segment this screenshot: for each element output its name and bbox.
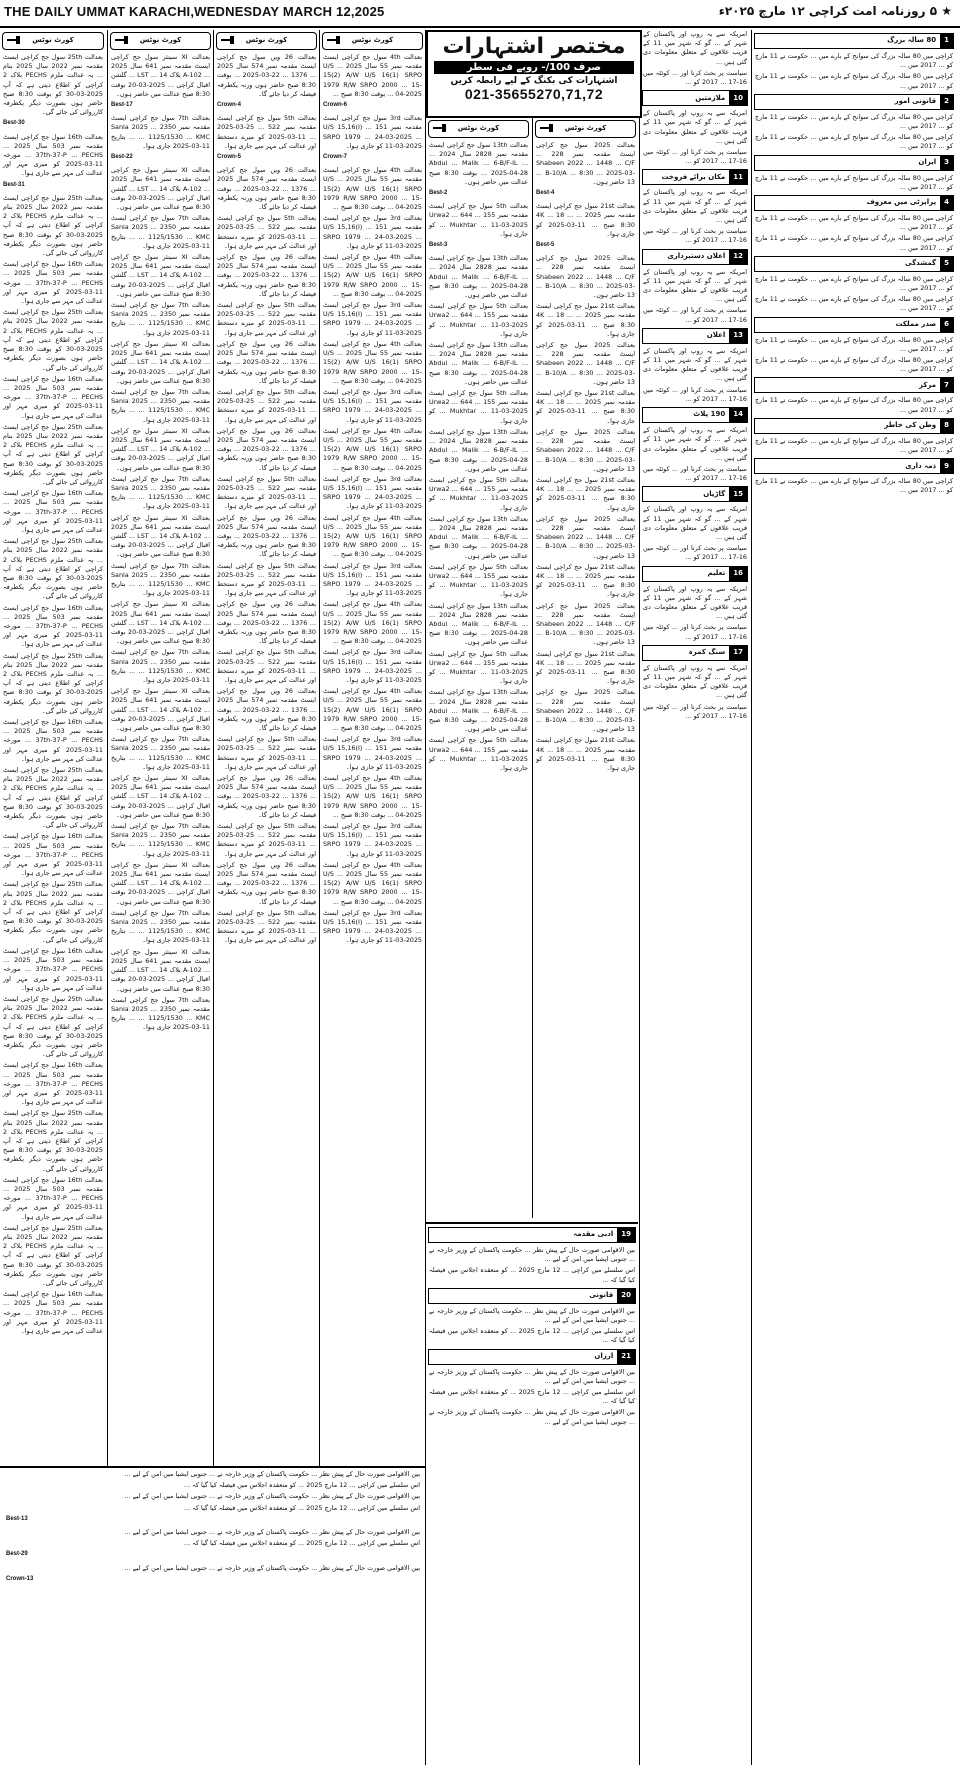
notice-text: بعدالت 5th سول جج کراچی ایسٹ مقدمہ نمبر 522 ... 25-03-2025 ... 11-03-2025 کو میرے دستخط اور عدالت کی مہر سے جاری ہوا۔ bbox=[217, 822, 316, 858]
court-notice-header: کورٹ نوٹس bbox=[110, 32, 211, 50]
notice-text: بعدالت 13th سول جج کراچی ایسٹ مقدمہ نمبر 2828 سال 2024 ... Abdul ... Malik ... 6-B/F-IL ... 2025-04-28 ... بوقت 8:30 صبح عدالت میں حاضر ہوں۔ bbox=[429, 141, 528, 186]
article-text: اس سلسلے میں کراچی ... 12 مارچ 2025 ... کو منعقدہ اجلاس میں فیصلہ کیا گیا کہ ... bbox=[429, 1266, 635, 1284]
notice-text: بعدالت 5th سول جج کراچی ایسٹ مقدمہ نمبر 522 ... 25-03-2025 ... 11-03-2025 کو میرے دستخط اور عدالت کی مہر سے جاری ہوا۔ bbox=[217, 735, 316, 771]
notice-text: بعدالت XI سینئر سول جج کراچی ایسٹ مقدمہ نمبر 641 سال 2025 ... A-102 بلاک 14 ... LST ... گلشن اقبال کراچی ... 2025-03-20 بوقت 8:30 صبح عدالت میں حاضر ہوں۔ bbox=[111, 53, 210, 98]
notice-text: بعدالت 7th سول جج کراچی ایسٹ مقدمہ نمبر 2350 ... Sania 2025 ... 1125/1530 ... KMC ... بتاریخ 11-03-2025 جاری ہوا۔ bbox=[111, 908, 210, 945]
article-text: کراچی میں 80 سالہ بزرگ کی سوانح کے بارے میں ... حکومت نے 11 مارچ کو ... 2017 میں ... bbox=[755, 72, 953, 90]
notice-text: بعدالت 2025 سول جج کراچی ایسٹ مقدمہ نمبر 228 ... Shabeen 2022 ... 1448 ... C/F ... B-10/A ... 8:30 ... 2025-03-13 حاضر ہوں۔ bbox=[536, 427, 635, 473]
section-tag: 9 ذمہ داری bbox=[754, 458, 954, 474]
gavel-icon bbox=[115, 36, 129, 44]
article-text: اس سلسلے میں کراچی ... 12 مارچ 2025 ... کو منعقدہ اجلاس میں فیصلہ کیا گیا کہ ... bbox=[429, 1327, 635, 1345]
masthead bbox=[0, 0, 960, 28]
notice-text: بعدالت 26 ویں سول جج کراچی ایسٹ مقدمہ نمبر 574 سال 2025 ... 1376 ... 22-03-2025 ... بوقت 8:30 صبح حاضر ہوں ورنہ یکطرفہ فیصلہ کر دیا جائے گا۔ bbox=[217, 774, 316, 819]
notice-text: بعدالت 16th سول جج کراچی ایسٹ مقدمہ نمبر 503 سال 2025 ... 37th-37-P ... PECHS ... مورخہ 11-03-2025 کو میری مہر اور عدالت کی مہر سے جاری ہوا۔ bbox=[3, 1290, 104, 1336]
notice-text: بعدالت 25th سول جج کراچی ایسٹ مقدمہ نمبر 2022 سال 2025 بنام ... یہ عدالت ملزم PECHS بلاک 2 کراچی کو اطلاع دیتی ہے کہ آپ 2025-03-30 کو بوقت 8:30 صبح حاضر ہوں بصورت دیگر یکطرفہ کارروائی کی جائے گی۔ bbox=[3, 766, 104, 830]
article-text: کراچی میں 80 سالہ بزرگ کی سوانح کے بارے میں ... حکومت نے 11 مارچ کو ... 2017 میں ... bbox=[755, 133, 953, 151]
notice-text: بعدالت XI سینئر سول جج کراچی ایسٹ مقدمہ نمبر 641 سال 2025 ... A-102 بلاک 14 ... LST ... گلشن اقبال کراچی ... 2025-03-20 بوقت 8:30 صبح عدالت میں حاضر ہوں۔ bbox=[111, 513, 210, 559]
notice-text: بعدالت 5th سول جج کراچی ایسٹ مقدمہ نمبر 522 ... 25-03-2025 ... 11-03-2025 کو میرے دستخط اور عدالت کی مہر سے جاری ہوا۔ bbox=[217, 214, 316, 250]
notice-text: بعدالت XI سینئر سول جج کراچی ایسٹ مقدمہ نمبر 641 سال 2025 ... A-102 بلاک 14 ... LST ... گلشن اقبال کراچی ... 2025-03-20 بوقت 8:30 صبح عدالت میں حاضر ہوں۔ bbox=[111, 774, 210, 819]
notice-text: بعدالت 5th سول جج کراچی ایسٹ مقدمہ نمبر 155 ... 644 ... Urwa2 ... Mukhtar ... 11-03-2025 کو جاری ہوا۔ bbox=[429, 389, 528, 425]
article-text: کراچی میں 80 سالہ بزرگ کی سوانح کے بارے میں ... حکومت نے 11 مارچ کو ... 2017 میں ... bbox=[755, 396, 953, 414]
notice-text: بعدالت 21st سول جج کراچی ایسٹ مقدمہ نمبر 2025 ... 4K ... 18 ... 8:30 صبح ... 11-03-2025 کو جاری ہوا۔ bbox=[536, 389, 635, 425]
section-tag: 4 پراپرٹی میں معروف bbox=[754, 195, 954, 211]
article-text: اس سلسلے میں کراچی ... 12 مارچ 2025 ... کو منعقدہ اجلاس میں فیصلہ کیا گیا کہ ... bbox=[429, 1388, 635, 1406]
article-text: امریکہ سے یہ روپ اور پاکستان کے شہر کے ... گو کہ شہر میں 11 کے قریب علاقوں کے متعلق معلومات دی گئی ہیں ... bbox=[643, 426, 747, 462]
article-text: سیاست پر بحث کرنا اور ... کوئٹہ میں 16-17 ... 2017 کو ... bbox=[643, 464, 747, 483]
notice-text: بعدالت 16th سول جج کراچی ایسٹ مقدمہ نمبر 503 سال 2025 ... 37th-37-P ... PECHS ... مورخہ 11-03-2025 کو میری مہر اور عدالت کی مہر سے جاری ہوا۔ bbox=[3, 718, 104, 763]
notice-signature: Best-31 bbox=[3, 181, 25, 188]
article-text: سیاست پر بحث کرنا اور ... کوئٹہ میں 16-17 ... 2017 کو ... bbox=[643, 68, 747, 87]
notice-text: بعدالت XI سینئر سول جج کراچی ایسٹ مقدمہ نمبر 641 سال 2025 ... A-102 بلاک 14 ... LST ... گلشن اقبال کراچی ... 2025-03-20 بوقت 8:30 صبح عدالت میں حاضر ہوں۔ bbox=[111, 253, 210, 298]
notice-text: بعدالت 25th سول جج کراچی ایسٹ مقدمہ نمبر 2022 سال 2025 بنام ... یہ عدالت ملزم PECHS بلاک 2 کراچی کو اطلاع دیتی ہے کہ آپ 2025-03-30 کو بوقت 8:30 صبح حاضر ہوں بصورت دیگر یکطرفہ کارروائی کی جائے گی۔ bbox=[3, 994, 104, 1059]
notice-text: بعدالت 5th سول جج کراچی ایسٹ مقدمہ نمبر 155 ... 644 ... Urwa2 ... Mukhtar ... 11-03-2025 کو جاری ہوا۔ bbox=[429, 562, 528, 599]
article-text: امریکہ سے یہ روپ اور پاکستان کے شہر کے ... گو کہ شہر میں 11 کے قریب علاقوں کے متعلق معلومات دی گئی ہیں ... bbox=[643, 584, 747, 621]
article-text: امریکہ سے یہ روپ اور پاکستان کے شہر کے ... گو کہ شہر میں 11 کے قریب علاقوں کے متعلق معلومات دی گئی ہیں ... bbox=[643, 267, 747, 304]
notice-text: بعدالت 21st سول جج کراچی ایسٹ مقدمہ نمبر 2025 ... 4K ... 18 ... 8:30 صبح ... 11-03-2025 کو جاری ہوا۔ bbox=[536, 302, 635, 338]
article-text: کراچی میں 80 سالہ بزرگ کی سوانح کے بارے میں ... حکومت نے 11 مارچ کو ... 2017 میں ... bbox=[755, 234, 953, 252]
section-tag: 12 اعلان دستبرداری bbox=[642, 249, 748, 265]
section-tag: 13 اعلان bbox=[642, 328, 748, 344]
notice-signature: Best-30 bbox=[3, 120, 25, 127]
notice-text: بعدالت 7th سول جج کراچی ایسٹ مقدمہ نمبر 2350 ... Sania 2025 ... 1125/1530 ... KMC ... بتاریخ 11-03-2025 جاری ہوا۔ bbox=[111, 387, 210, 424]
notice-signature: Best-3 bbox=[429, 242, 448, 249]
notice-text: بعدالت 25th سول جج کراچی ایسٹ مقدمہ نمبر 2022 سال 2025 بنام ... یہ عدالت ملزم PECHS بلاک 2 کراچی کو اطلاع دیتی ہے کہ آپ 2025-03-30 کو بوقت 8:30 صبح حاضر ہوں بصورت دیگر یکطرفہ کارروائی کی جائے گی۔ bbox=[3, 308, 104, 372]
notice-column-4 bbox=[320, 30, 425, 1466]
notice-column-5 bbox=[426, 118, 531, 1218]
notice-text: بعدالت 26 ویں سول جج کراچی ایسٹ مقدمہ نمبر 574 سال 2025 ... 1376 ... 22-03-2025 ... بوقت 8:30 صبح حاضر ہوں ورنہ یکطرفہ فیصلہ کر دیا جائے گا۔ bbox=[217, 166, 316, 212]
notice-text: بعدالت 5th سول جج کراچی ایسٹ مقدمہ نمبر 155 ... 644 ... Urwa2 ... Mukhtar ... 11-03-2025 کو جاری ہوا۔ bbox=[429, 736, 528, 772]
notice-text: بعدالت XI سینئر سول جج کراچی ایسٹ مقدمہ نمبر 641 سال 2025 ... A-102 بلاک 14 ... LST ... گلشن اقبال کراچی ... 2025-03-20 بوقت 8:30 صبح عدالت میں حاضر ہوں۔ bbox=[111, 339, 210, 385]
notice-text: بعدالت 21st سول جج کراچی ایسٹ مقدمہ نمبر 2025 ... 4K ... 18 ... 8:30 صبح ... 11-03-2025 کو جاری ہوا۔ bbox=[536, 649, 635, 686]
article-text: کراچی میں 80 سالہ بزرگ کی سوانح کے بارے میں ... حکومت نے 11 مارچ کو ... 2017 میں ... bbox=[755, 52, 953, 70]
ad-box-rate: صرف 100/- روپے فی سطر bbox=[434, 61, 634, 74]
notice-text: بعدالت 2025 سول جج کراچی ایسٹ مقدمہ نمبر 228 ... Shabeen 2022 ... 1448 ... C/F ... B-10/A ... 8:30 ... 2025-03-13 حاضر ہوں۔ bbox=[536, 514, 635, 560]
article-text: امریکہ سے یہ روپ اور پاکستان کے شہر کے ... گو کہ شہر میں 11 کے قریب علاقوں کے متعلق معلومات دی گئی ہیں ... bbox=[643, 346, 747, 383]
notice-text: بعدالت 7th سول جج کراچی ایسٹ مقدمہ نمبر 2350 ... Sania 2025 ... 1125/1530 ... KMC ... بتاریخ 11-03-2025 جاری ہوا۔ bbox=[111, 214, 210, 250]
notice-signature: Best-4 bbox=[536, 190, 555, 197]
notice-text: بعدالت 2025 سول جج کراچی ایسٹ مقدمہ نمبر 228 ... Shabeen 2022 ... 1448 ... C/F ... B-10/A ... 8:30 ... 2025-03-13 حاضر ہوں۔ bbox=[536, 341, 635, 386]
notice-text: بعدالت 2025 سول جج کراچی ایسٹ مقدمہ نمبر 228 ... Shabeen 2022 ... 1448 ... C/F ... B-10/A ... 8:30 ... 2025-03-13 حاضر ہوں۔ bbox=[536, 601, 635, 647]
notice-text: بعدالت 5th سول جج کراچی ایسٹ مقدمہ نمبر 522 ... 25-03-2025 ... 11-03-2025 کو میرے دستخط اور عدالت کی مہر سے جاری ہوا۔ bbox=[217, 114, 316, 150]
notice-text: بعدالت 13th سول جج کراچی ایسٹ مقدمہ نمبر 2828 سال 2024 ... Abdul ... Malik ... 6-B/F-IL ... 2025-04-28 ... بوقت 8:30 صبح عدالت میں حاضر ہوں۔ bbox=[429, 514, 528, 560]
notice-text: بعدالت XI سینئر سول جج کراچی ایسٹ مقدمہ نمبر 641 سال 2025 ... A-102 بلاک 14 ... LST ... گلشن اقبال کراچی ... 2025-03-20 بوقت 8:30 صبح عدالت میں حاضر ہوں۔ bbox=[111, 860, 210, 906]
notice-text: بعدالت 2025 سول جج کراچی ایسٹ مقدمہ نمبر 228 ... Shabeen 2022 ... 1448 ... C/F ... B-10/A ... 8:30 ... 2025-03-13 حاضر ہوں۔ bbox=[536, 254, 635, 300]
section-tag: 17 سنگ کمرہ bbox=[642, 645, 748, 661]
notice-text: بعدالت 13th سول جج کراچی ایسٹ مقدمہ نمبر 2828 سال 2024 ... Abdul ... Malik ... 6-B/F-IL ... 2025-04-28 ... بوقت 8:30 صبح عدالت میں حاضر ہوں۔ bbox=[429, 254, 528, 300]
article-text: کراچی میں 80 سالہ بزرگ کی سوانح کے بارے میں ... حکومت نے 11 مارچ کو ... 2017 میں ... bbox=[755, 173, 953, 191]
notice-text: بعدالت 16th سول جج کراچی ایسٹ مقدمہ نمبر 503 سال 2025 ... 37th-37-P ... PECHS ... مورخہ 11-03-2025 کو میری مہر اور عدالت کی مہر سے جاری ہوا۔ bbox=[3, 374, 104, 420]
notice-text: بعدالت 16th سول جج کراچی ایسٹ مقدمہ نمبر 503 سال 2025 ... 37th-37-P ... PECHS ... مورخہ 11-03-2025 کو میری مہر اور عدالت کی مہر سے جاری ہوا۔ bbox=[3, 132, 104, 178]
notice-text: بعدالت 5th سول جج کراچی ایسٹ مقدمہ نمبر 155 ... 644 ... Urwa2 ... Mukhtar ... 11-03-2025 کو جاری ہوا۔ bbox=[429, 302, 528, 338]
notice-text: بعدالت 7th سول جج کراچی ایسٹ مقدمہ نمبر 2350 ... Sania 2025 ... 1125/1530 ... KMC ... بتاریخ 11-03-2025 جاری ہوا۔ bbox=[111, 114, 210, 150]
section-tag: 8 وطن کی خاطر bbox=[754, 418, 954, 434]
notice-text: بعدالت 4th سول جج کراچی ایسٹ مقدمہ نمبر 55 سال 2025 ... U/S 15(2) A/W U/S 16(1) SRPO 1979 R/W SRPO 2000 ... 15-04-2025 ... بوقت 8:30 صبح ... bbox=[323, 687, 422, 733]
article-text: کراچی میں 80 سالہ بزرگ کی سوانح کے بارے میں ... حکومت نے 11 مارچ کو ... 2017 میں ... bbox=[755, 436, 953, 455]
notice-text: بعدالت XI سینئر سول جج کراچی ایسٹ مقدمہ نمبر 641 سال 2025 ... A-102 بلاک 14 ... LST ... گلشن اقبال کراچی ... 2025-03-20 بوقت 8:30 صبح عدالت میں حاضر ہوں۔ bbox=[111, 687, 210, 733]
article-text: سیاست پر بحث کرنا اور ... کوئٹہ میں 16-17 ... 2017 کو ... bbox=[643, 306, 747, 324]
notice-text: بعدالت 5th سول جج کراچی ایسٹ مقدمہ نمبر 522 ... 25-03-2025 ... 11-03-2025 کو میرے دستخط اور عدالت کی مہر سے جاری ہوا۔ bbox=[217, 561, 316, 598]
article-text: بین الاقوامی صورت حال کے پیش نظر ... حکومت پاکستان کے وزیر خارجہ نے ... جنوبی ایشیا میں امن کے لیے ... bbox=[429, 1367, 635, 1385]
article-text: بین الاقوامی صورت حال کے پیش نظر ... حکومت پاکستان کے وزیر خارجہ نے ... جنوبی ایشیا میں امن کے لیے ... bbox=[124, 1470, 420, 1478]
article-text: امریکہ سے یہ روپ اور پاکستان کے شہر کے ... گو کہ شہر میں 11 کے قریب علاقوں کے متعلق معلومات دی گئی ہیں ... bbox=[643, 663, 747, 700]
notice-signature: Crown-5 bbox=[217, 154, 241, 161]
notice-text: بعدالت 3rd سول جج کراچی ایسٹ مقدمہ نمبر 151 ... U/S 15,16(I) SRPO 1979 ... 24-03-2025 ... 11-03-2025 کو جاری ہوا۔ bbox=[323, 561, 422, 598]
section-tag: 16 تعلیم bbox=[642, 566, 748, 582]
notice-text: بعدالت 5th سول جج کراچی ایسٹ مقدمہ نمبر 522 ... 25-03-2025 ... 11-03-2025 کو میرے دستخط اور عدالت کی مہر سے جاری ہوا۔ bbox=[217, 301, 316, 337]
classified-ad-box bbox=[426, 30, 642, 118]
notice-text: بعدالت 7th سول جج کراچی ایسٹ مقدمہ نمبر 2350 ... Sania 2025 ... 1125/1530 ... KMC ... بتاریخ 11-03-2025 جاری ہوا۔ bbox=[111, 995, 210, 1032]
notice-text: بعدالت 25th سول جج کراچی ایسٹ مقدمہ نمبر 2022 سال 2025 بنام ... یہ عدالت ملزم PECHS بلاک 2 کراچی کو اطلاع دیتی ہے کہ آپ 2025-03-30 کو بوقت 8:30 صبح حاضر ہوں بصورت دیگر یکطرفہ کارروائی کی جائے گی۔ bbox=[3, 537, 104, 601]
gavel-icon bbox=[540, 124, 554, 132]
gavel-icon bbox=[7, 36, 21, 44]
notice-text: بعدالت 5th سول جج کراچی ایسٹ مقدمہ نمبر 522 ... 25-03-2025 ... 11-03-2025 کو میرے دستخط اور عدالت کی مہر سے جاری ہوا۔ bbox=[217, 648, 316, 684]
section-tag: 20 قانونی bbox=[428, 1288, 636, 1304]
section-tag: 1 80 سالہ بزرگ bbox=[754, 33, 954, 49]
news-column-7 bbox=[640, 30, 750, 1765]
notice-signature: Best-13 bbox=[6, 1515, 28, 1522]
article-text: امریکہ سے یہ روپ اور پاکستان کے شہر کے ... گو کہ شہر میں 11 کے قریب علاقوں کے متعلق معلومات دی گئی ہیں ... bbox=[643, 30, 747, 66]
article-text: امریکہ سے یہ روپ اور پاکستان کے شہر کے ... گو کہ شہر میں 11 کے قریب علاقوں کے متعلق معلومات دی گئی ہیں ... bbox=[643, 188, 747, 225]
notice-text: بعدالت 25th سول جج کراچی ایسٹ مقدمہ نمبر 2022 سال 2025 بنام ... یہ عدالت ملزم PECHS بلاک 2 کراچی کو اطلاع دیتی ہے کہ آپ 2025-03-30 کو بوقت 8:30 صبح حاضر ہوں بصورت دیگر یکطرفہ کارروائی کی جائے گی۔ bbox=[3, 422, 104, 486]
section-tag: 7 مرکز bbox=[754, 377, 954, 393]
notice-text: بعدالت 7th سول جج کراچی ایسٹ مقدمہ نمبر 2350 ... Sania 2025 ... 1125/1530 ... KMC ... بتاریخ 11-03-2025 جاری ہوا۔ bbox=[111, 561, 210, 598]
notice-text: بعدالت 3rd سول جج کراچی ایسٹ مقدمہ نمبر 151 ... U/S 15,16(I) SRPO 1979 ... 24-03-2025 ... 11-03-2025 کو جاری ہوا۔ bbox=[323, 735, 422, 771]
notice-text: بعدالت 5th سول جج کراچی ایسٹ مقدمہ نمبر 522 ... 25-03-2025 ... 11-03-2025 کو میرے دستخط اور عدالت کی مہر سے جاری ہوا۔ bbox=[217, 387, 316, 424]
notice-text: بعدالت 26 ویں سول جج کراچی ایسٹ مقدمہ نمبر 574 سال 2025 ... 1376 ... 22-03-2025 ... بوقت 8:30 صبح حاضر ہوں ورنہ یکطرفہ فیصلہ کر دیا جائے گا۔ bbox=[217, 53, 316, 98]
notice-signature: Best-2 bbox=[429, 190, 448, 197]
notice-text: بعدالت 3rd سول جج کراچی ایسٹ مقدمہ نمبر 151 ... U/S 15,16(I) SRPO 1979 ... 24-03-2025 ... 11-03-2025 کو جاری ہوا۔ bbox=[323, 908, 422, 945]
notice-text: بعدالت 3rd سول جج کراچی ایسٹ مقدمہ نمبر 151 ... U/S 15,16(I) SRPO 1979 ... 24-03-2025 ... 11-03-2025 کو جاری ہوا۔ bbox=[323, 648, 422, 684]
court-notice-header: کورٹ نوٹس bbox=[322, 32, 423, 50]
notice-text: بعدالت 13th سول جج کراچی ایسٹ مقدمہ نمبر 2828 سال 2024 ... Abdul ... Malik ... 6-B/F-IL ... 2025-04-28 ... بوقت 8:30 صبح عدالت میں حاضر ہوں۔ bbox=[429, 427, 528, 473]
article-text: سیاست پر بحث کرنا اور ... کوئٹہ میں 16-17 ... 2017 کو ... bbox=[643, 544, 747, 562]
notice-text: بعدالت 7th سول جج کراچی ایسٹ مقدمہ نمبر 2350 ... Sania 2025 ... 1125/1530 ... KMC ... بتاریخ 11-03-2025 جاری ہوا۔ bbox=[111, 301, 210, 337]
notice-text: بعدالت XI سینئر سول جج کراچی ایسٹ مقدمہ نمبر 641 سال 2025 ... A-102 بلاک 14 ... LST ... گلشن اقبال کراچی ... 2025-03-20 بوقت 8:30 صبح عدالت میں حاضر ہوں۔ bbox=[111, 600, 210, 646]
notice-text: بعدالت 3rd سول جج کراچی ایسٹ مقدمہ نمبر 151 ... U/S 15,16(I) SRPO 1979 ... 24-03-2025 ... 11-03-2025 کو جاری ہوا۔ bbox=[323, 301, 422, 337]
article-text: سیاست پر بحث کرنا اور ... کوئٹہ میں 16-17 ... 2017 کو ... bbox=[643, 623, 747, 641]
article-text: امریکہ سے یہ روپ اور پاکستان کے شہر کے ... گو کہ شہر میں 11 کے قریب علاقوں کے متعلق معلومات دی گئی ہیں ... bbox=[643, 109, 747, 145]
notice-text: بعدالت 16th سول جج کراچی ایسٹ مقدمہ نمبر 503 سال 2025 ... 37th-37-P ... PECHS ... مورخہ 11-03-2025 کو میری مہر اور عدالت کی مہر سے جاری ہوا۔ bbox=[3, 260, 104, 306]
notice-text: بعدالت 5th سول جج کراچی ایسٹ مقدمہ نمبر 155 ... 644 ... Urwa2 ... Mukhtar ... 11-03-2025 کو جاری ہوا۔ bbox=[429, 202, 528, 238]
notice-text: بعدالت 26 ویں سول جج کراچی ایسٹ مقدمہ نمبر 574 سال 2025 ... 1376 ... 22-03-2025 ... بوقت 8:30 صبح حاضر ہوں ورنہ یکطرفہ فیصلہ کر دیا جائے گا۔ bbox=[217, 253, 316, 298]
notice-text: بعدالت 16th سول جج کراچی ایسٹ مقدمہ نمبر 503 سال 2025 ... 37th-37-P ... PECHS ... مورخہ 11-03-2025 کو میری مہر اور عدالت کی مہر سے جاری ہوا۔ bbox=[3, 489, 104, 534]
ad-box-phone: 021-35655270,71,72 bbox=[464, 86, 604, 102]
article-text: کراچی میں 80 سالہ بزرگ کی سوانح کے بارے میں ... حکومت نے 11 مارچ کو ... 2017 میں ... bbox=[755, 274, 953, 293]
notice-text: بعدالت 16th سول جج کراچی ایسٹ مقدمہ نمبر 503 سال 2025 ... 37th-37-P ... PECHS ... مورخہ 11-03-2025 کو میری مہر اور عدالت کی مہر سے جاری ہوا۔ bbox=[3, 946, 104, 992]
gavel-icon bbox=[221, 36, 235, 44]
gavel-icon bbox=[433, 124, 447, 132]
notice-signature: Best-17 bbox=[111, 102, 133, 109]
notice-signature: Crown-4 bbox=[217, 102, 241, 109]
notice-text: بعدالت 26 ویں سول جج کراچی ایسٹ مقدمہ نمبر 574 سال 2025 ... 1376 ... 22-03-2025 ... بوقت 8:30 صبح حاضر ہوں ورنہ یکطرفہ فیصلہ کر دیا جائے گا۔ bbox=[217, 860, 316, 906]
section-tag: 3 ایران bbox=[754, 155, 954, 171]
notice-text: بعدالت 21st سول جج کراچی ایسٹ مقدمہ نمبر 2025 ... 4K ... 18 ... 8:30 صبح ... 11-03-2025 کو جاری ہوا۔ bbox=[536, 475, 635, 512]
notice-text: بعدالت 4th سول جج کراچی ایسٹ مقدمہ نمبر 55 سال 2025 ... U/S 15(2) A/W U/S 16(1) SRPO 1979 R/W SRPO 2000 ... 15-04-2025 ... بوقت 8:30 صبح ... bbox=[323, 253, 422, 298]
article-text: کراچی میں 80 سالہ بزرگ کی سوانح کے بارے میں ... حکومت نے 11 مارچ کو ... 2017 میں ... bbox=[755, 335, 953, 353]
court-notice-header: کورٹ نوٹس bbox=[216, 32, 317, 50]
article-text: سیاست پر بحث کرنا اور ... کوئٹہ میں 16-17 ... 2017 کو ... bbox=[643, 148, 747, 166]
notice-text: بعدالت XI سینئر سول جج کراچی ایسٹ مقدمہ نمبر 641 سال 2025 ... A-102 بلاک 14 ... LST ... گلشن اقبال کراچی ... 2025-03-20 بوقت 8:30 صبح عدالت میں حاضر ہوں۔ bbox=[111, 947, 210, 993]
notice-signature: Crown-7 bbox=[323, 154, 347, 161]
notice-text: بعدالت 21st سول جج کراچی ایسٹ مقدمہ نمبر 2025 ... 4K ... 18 ... 8:30 صبح ... 11-03-2025 کو جاری ہوا۔ bbox=[536, 736, 635, 772]
section-tag: 19 ادبی مقدمہ bbox=[428, 1227, 636, 1243]
section-tag: 11 مکان برائے فروخت bbox=[642, 169, 748, 185]
ad-box-subtitle: اشتہارات کی بکنگ کے لیے رابطہ کریں bbox=[450, 76, 618, 86]
masthead-urdu: ★ ۵ روزنامہ امت کراچی ۱۲ مارچ ۲۰۲۵ء bbox=[718, 4, 952, 18]
notice-text: بعدالت 21st سول جج کراچی ایسٹ مقدمہ نمبر 2025 ... 4K ... 18 ... 8:30 صبح ... 11-03-2025 کو جاری ہوا۔ bbox=[536, 202, 635, 238]
article-text: بین الاقوامی صورت حال کے پیش نظر ... حکومت پاکستان کے وزیر خارجہ نے ... جنوبی ایشیا میں امن کے لیے ... bbox=[124, 1563, 420, 1572]
notice-text: بعدالت 25th سول جج کراچی ایسٹ مقدمہ نمبر 2022 سال 2025 بنام ... یہ عدالت ملزم PECHS بلاک 2 کراچی کو اطلاع دیتی ہے کہ آپ 2025-03-30 کو بوقت 8:30 صبح حاضر ہوں بصورت دیگر یکطرفہ کارروائی کی جائے گی۔ bbox=[3, 1223, 104, 1287]
article-text: اس سلسلے میں کراچی ... 12 مارچ 2025 ... کو منعقدہ اجلاس میں فیصلہ کیا گیا کہ ... bbox=[184, 1481, 420, 1490]
article-text: امریکہ سے یہ روپ اور پاکستان کے شہر کے ... گو کہ شہر میں 11 کے قریب علاقوں کے متعلق معلومات دی گئی ہیں ... bbox=[643, 505, 747, 541]
notice-text: بعدالت 2025 سول جج کراچی ایسٹ مقدمہ نمبر 228 ... Shabeen 2022 ... 1448 ... C/F ... B-10/A ... 8:30 ... 2025-03-13 حاضر ہوں۔ bbox=[536, 141, 635, 186]
notice-text: بعدالت 26 ویں سول جج کراچی ایسٹ مقدمہ نمبر 574 سال 2025 ... 1376 ... 22-03-2025 ... بوقت 8:30 صبح حاضر ہوں ورنہ یکطرفہ فیصلہ کر دیا جائے گا۔ bbox=[217, 600, 316, 646]
article-text: کراچی میں 80 سالہ بزرگ کی سوانح کے بارے میں ... حکومت نے 11 مارچ کو ... 2017 میں ... bbox=[755, 214, 953, 232]
article-text: سیاست پر بحث کرنا اور ... کوئٹہ میں 16-17 ... 2017 کو ... bbox=[643, 385, 747, 403]
notice-text: بعدالت 26 ویں سول جج کراچی ایسٹ مقدمہ نمبر 574 سال 2025 ... 1376 ... 22-03-2025 ... بوقت 8:30 صبح حاضر ہوں ورنہ یکطرفہ فیصلہ کر دیا جائے گا۔ bbox=[217, 513, 316, 559]
section-tag: 14 190 پلاٹ bbox=[642, 407, 748, 423]
notice-text: بعدالت 13th سول جج کراچی ایسٹ مقدمہ نمبر 2828 سال 2024 ... Abdul ... Malik ... 6-B/F-IL ... 2025-04-28 ... بوقت 8:30 صبح عدالت میں حاضر ہوں۔ bbox=[429, 601, 528, 647]
court-notice-header: کورٹ نوٹس bbox=[2, 32, 104, 50]
notice-signature: Crown-13 bbox=[6, 1575, 34, 1582]
section-tag: 6 صدر مملکت bbox=[754, 317, 954, 333]
news-column-8 bbox=[752, 30, 956, 1765]
article-text: سیاست پر بحث کرنا اور ... کوئٹہ میں 16-17 ... 2017 کو ... bbox=[643, 702, 747, 720]
article-text: اس سلسلے میں کراچی ... 12 مارچ 2025 ... کو منعقدہ اجلاس میں فیصلہ کیا گیا کہ ... bbox=[184, 1539, 420, 1548]
section-divider bbox=[0, 1466, 425, 1468]
notice-text: بعدالت 3rd سول جج کراچی ایسٹ مقدمہ نمبر 151 ... U/S 15,16(I) SRPO 1979 ... 24-03-2025 ... 11-03-2025 کو جاری ہوا۔ bbox=[323, 387, 422, 424]
notice-text: بعدالت 3rd سول جج کراچی ایسٹ مقدمہ نمبر 151 ... U/S 15,16(I) SRPO 1979 ... 24-03-2025 ... 11-03-2025 کو جاری ہوا۔ bbox=[323, 114, 422, 150]
bottom-left-block bbox=[3, 1470, 423, 1766]
article-text: سیاست پر بحث کرنا اور ... کوئٹہ میں 16-17 ... 2017 کو ... bbox=[643, 227, 747, 245]
notice-text: بعدالت 5th سول جج کراچی ایسٹ مقدمہ نمبر 155 ... 644 ... Urwa2 ... Mukhtar ... 11-03-2025 کو جاری ہوا۔ bbox=[429, 649, 528, 686]
notice-text: بعدالت 7th سول جج کراچی ایسٹ مقدمہ نمبر 2350 ... Sania 2025 ... 1125/1530 ... KMC ... بتاریخ 11-03-2025 جاری ہوا۔ bbox=[111, 474, 210, 511]
notice-text: بعدالت 4th سول جج کراچی ایسٹ مقدمہ نمبر 55 سال 2025 ... U/S 15(2) A/W U/S 16(1) SRPO 1979 R/W SRPO 2000 ... 15-04-2025 ... بوقت 8:30 صبح ... bbox=[323, 166, 422, 212]
court-notice-header: کورٹ نوٹس bbox=[428, 120, 529, 138]
notice-text: بعدالت 4th سول جج کراچی ایسٹ مقدمہ نمبر 55 سال 2025 ... U/S 15(2) A/W U/S 16(1) SRPO 1979 R/W SRPO 2000 ... 15-04-2025 ... بوقت 8:30 صبح ... bbox=[323, 860, 422, 906]
article-text: کراچی میں 80 سالہ بزرگ کی سوانح کے بارے میں ... حکومت نے 11 مارچ کو ... 2017 میں ... bbox=[755, 356, 953, 374]
notice-signature: Best-5 bbox=[536, 242, 555, 249]
article-text: کراچی میں 80 سالہ بزرگ کی سوانح کے بارے میں ... حکومت نے 11 مارچ کو ... 2017 میں ... bbox=[755, 477, 953, 495]
notice-text: بعدالت 4th سول جج کراچی ایسٹ مقدمہ نمبر 55 سال 2025 ... U/S 15(2) A/W U/S 16(1) SRPO 1979 R/W SRPO 2000 ... 15-04-2025 ... بوقت 8:30 صبح ... bbox=[323, 774, 422, 819]
notice-text: بعدالت 4th سول جج کراچی ایسٹ مقدمہ نمبر 55 سال 2025 ... U/S 15(2) A/W U/S 16(1) SRPO 1979 R/W SRPO 2000 ... 15-04-2025 ... بوقت 8:30 صبح ... bbox=[323, 339, 422, 385]
notice-text: بعدالت 26 ویں سول جج کراچی ایسٹ مقدمہ نمبر 574 سال 2025 ... 1376 ... 22-03-2025 ... بوقت 8:30 صبح حاضر ہوں ورنہ یکطرفہ فیصلہ کر دیا جائے گا۔ bbox=[217, 426, 316, 472]
notice-text: بعدالت 26 ویں سول جج کراچی ایسٹ مقدمہ نمبر 574 سال 2025 ... 1376 ... 22-03-2025 ... بوقت 8:30 صبح حاضر ہوں ورنہ یکطرفہ فیصلہ کر دیا جائے گا۔ bbox=[217, 339, 316, 385]
article-text: اس سلسلے میں کراچی ... 12 مارچ 2025 ... کو منعقدہ اجلاس میں فیصلہ کیا گیا کہ ... bbox=[184, 1503, 420, 1512]
article-text: کراچی میں 80 سالہ بزرگ کی سوانح کے بارے میں ... حکومت نے 11 مارچ کو ... 2017 میں ... bbox=[755, 112, 953, 131]
notice-text: بعدالت XI سینئر سول جج کراچی ایسٹ مقدمہ نمبر 641 سال 2025 ... A-102 بلاک 14 ... LST ... گلشن اقبال کراچی ... 2025-03-20 بوقت 8:30 صبح عدالت میں حاضر ہوں۔ bbox=[111, 426, 210, 472]
notice-text: بعدالت 3rd سول جج کراچی ایسٹ مقدمہ نمبر 151 ... U/S 15,16(I) SRPO 1979 ... 24-03-2025 ... 11-03-2025 کو جاری ہوا۔ bbox=[323, 474, 422, 511]
section-tag: 21 ارزاں bbox=[428, 1349, 636, 1365]
notice-text: بعدالت 25th سول جج کراچی ایسٹ مقدمہ نمبر 2022 سال 2025 بنام ... یہ عدالت ملزم PECHS بلاک 2 کراچی کو اطلاع دیتی ہے کہ آپ 2025-03-30 کو بوقت 8:30 صبح حاضر ہوں بصورت دیگر یکطرفہ کارروائی کی جائے گی۔ bbox=[3, 880, 104, 944]
court-notice-header: کورٹ نوٹس bbox=[535, 120, 636, 138]
notice-text: بعدالت 4th سول جج کراچی ایسٹ مقدمہ نمبر 55 سال 2025 ... U/S 15(2) A/W U/S 16(1) SRPO 1979 R/W SRPO 2000 ... 15-04-2025 ... بوقت 8:30 صبح ... bbox=[323, 53, 422, 98]
notice-text: بعدالت 21st سول جج کراچی ایسٹ مقدمہ نمبر 2025 ... 4K ... 18 ... 8:30 صبح ... 11-03-2025 کو جاری ہوا۔ bbox=[536, 562, 635, 599]
notice-text: بعدالت 5th سول جج کراچی ایسٹ مقدمہ نمبر 522 ... 25-03-2025 ... 11-03-2025 کو میرے دستخط اور عدالت کی مہر سے جاری ہوا۔ bbox=[217, 474, 316, 511]
article-text: بین الاقوامی صورت حال کے پیش نظر ... حکومت پاکستان کے وزیر خارجہ نے ... جنوبی ایشیا میں امن کے لیے ... bbox=[429, 1306, 635, 1325]
section-tag: 10 ملازمتیں bbox=[642, 90, 748, 106]
section-tag: 2 قانونی امور bbox=[754, 94, 954, 110]
notice-text: بعدالت 4th سول جج کراچی ایسٹ مقدمہ نمبر 55 سال 2025 ... U/S 15(2) A/W U/S 16(1) SRPO 1979 R/W SRPO 2000 ... 15-04-2025 ... بوقت 8:30 صبح ... bbox=[323, 426, 422, 472]
ad-box-title: مختصر اشتہارات bbox=[442, 34, 626, 59]
notice-text: بعدالت 2025 سول جج کراچی ایسٹ مقدمہ نمبر 228 ... Shabeen 2022 ... 1448 ... C/F ... B-10/A ... 8:30 ... 2025-03-13 حاضر ہوں۔ bbox=[536, 688, 635, 734]
notice-text: بعدالت 16th سول جج کراچی ایسٹ مقدمہ نمبر 503 سال 2025 ... 37th-37-P ... PECHS ... مورخہ 11-03-2025 کو میری مہر اور عدالت کی مہر سے جاری ہوا۔ bbox=[3, 1175, 104, 1221]
notice-text: بعدالت 7th سول جج کراچی ایسٹ مقدمہ نمبر 2350 ... Sania 2025 ... 1125/1530 ... KMC ... بتاریخ 11-03-2025 جاری ہوا۔ bbox=[111, 648, 210, 684]
notice-text: بعدالت 25th سول جج کراچی ایسٹ مقدمہ نمبر 2022 سال 2025 بنام ... یہ عدالت ملزم PECHS بلاک 2 کراچی کو اطلاع دیتی ہے کہ آپ 2025-03-30 کو بوقت 8:30 صبح حاضر ہوں بصورت دیگر یکطرفہ کارروائی کی جائے گی۔ bbox=[3, 1109, 104, 1173]
notice-signature: Crown-6 bbox=[323, 102, 347, 109]
masthead-english: THE DAILY UMMAT KARACHI,WEDNESDAY MARCH 12,2025 bbox=[4, 4, 385, 19]
notice-text: بعدالت XI سینئر سول جج کراچی ایسٹ مقدمہ نمبر 641 سال 2025 ... A-102 بلاک 14 ... LST ... گلشن اقبال کراچی ... 2025-03-20 بوقت 8:30 صبح عدالت میں حاضر ہوں۔ bbox=[111, 166, 210, 212]
notice-text: بعدالت 26 ویں سول جج کراچی ایسٹ مقدمہ نمبر 574 سال 2025 ... 1376 ... 22-03-2025 ... بوقت 8:30 صبح حاضر ہوں ورنہ یکطرفہ فیصلہ کر دیا جائے گا۔ bbox=[217, 687, 316, 733]
notice-text: بعدالت 16th سول جج کراچی ایسٹ مقدمہ نمبر 503 سال 2025 ... 37th-37-P ... PECHS ... مورخہ 11-03-2025 کو میری مہر اور عدالت کی مہر سے جاری ہوا۔ bbox=[3, 1061, 104, 1107]
notice-text: بعدالت 25th سول جج کراچی ایسٹ مقدمہ نمبر 2022 سال 2025 بنام ... یہ عدالت ملزم PECHS بلاک 2 کراچی کو اطلاع دیتی ہے کہ آپ 2025-03-30 کو بوقت 8:30 صبح حاضر ہوں بصورت دیگر یکطرفہ کارروائی کی جائے گی۔ bbox=[3, 53, 104, 117]
notice-text: بعدالت 16th سول جج کراچی ایسٹ مقدمہ نمبر 503 سال 2025 ... 37th-37-P ... PECHS ... مورخہ 11-03-2025 کو میری مہر اور عدالت کی مہر سے جاری ہوا۔ bbox=[3, 832, 104, 878]
notice-text: بعدالت 5th سول جج کراچی ایسٹ مقدمہ نمبر 155 ... 644 ... Urwa2 ... Mukhtar ... 11-03-2025 کو جاری ہوا۔ bbox=[429, 475, 528, 512]
notice-text: بعدالت 7th سول جج کراچی ایسٹ مقدمہ نمبر 2350 ... Sania 2025 ... 1125/1530 ... KMC ... بتاریخ 11-03-2025 جاری ہوا۔ bbox=[111, 735, 210, 771]
notice-signature: Best-22 bbox=[111, 154, 133, 161]
notice-text: بعدالت 5th سول جج کراچی ایسٹ مقدمہ نمبر 522 ... 25-03-2025 ... 11-03-2025 کو میرے دستخط اور عدالت کی مہر سے جاری ہوا۔ bbox=[217, 908, 316, 945]
article-text: بین الاقوامی صورت حال کے پیش نظر ... حکومت پاکستان کے وزیر خارجہ نے ... جنوبی ایشیا میں امن کے لیے ... bbox=[124, 1492, 420, 1501]
section-tag: 5 گمشدگی bbox=[754, 256, 954, 272]
notice-text: بعدالت 4th سول جج کراچی ایسٹ مقدمہ نمبر 55 سال 2025 ... U/S 15(2) A/W U/S 16(1) SRPO 1979 R/W SRPO 2000 ... 15-04-2025 ... بوقت 8:30 صبح ... bbox=[323, 513, 422, 559]
notice-signature: Best-29 bbox=[6, 1551, 28, 1558]
notice-text: بعدالت 13th سول جج کراچی ایسٹ مقدمہ نمبر 2828 سال 2024 ... Abdul ... Malik ... 6-B/F-IL ... 2025-04-28 ... بوقت 8:30 صبح عدالت میں حاضر ہوں۔ bbox=[429, 688, 528, 734]
notice-text: بعدالت 16th سول جج کراچی ایسٹ مقدمہ نمبر 503 سال 2025 ... 37th-37-P ... PECHS ... مورخہ 11-03-2025 کو میری مہر اور عدالت کی مہر سے جاری ہوا۔ bbox=[3, 603, 104, 649]
notice-text: بعدالت 3rd سول جج کراچی ایسٹ مقدمہ نمبر 151 ... U/S 15,16(I) SRPO 1979 ... 24-03-2025 ... 11-03-2025 کو جاری ہوا۔ bbox=[323, 214, 422, 250]
notice-text: بعدالت 4th سول جج کراچی ایسٹ مقدمہ نمبر 55 سال 2025 ... U/S 15(2) A/W U/S 16(1) SRPO 1979 R/W SRPO 2000 ... 15-04-2025 ... بوقت 8:30 صبح ... bbox=[323, 600, 422, 646]
notice-column-6 bbox=[533, 118, 638, 1218]
notice-column-2 bbox=[108, 30, 213, 1466]
notice-text: بعدالت 13th سول جج کراچی ایسٹ مقدمہ نمبر 2828 سال 2024 ... Abdul ... Malik ... 6-B/F-IL ... 2025-04-28 ... بوقت 8:30 صبح عدالت میں حاضر ہوں۔ bbox=[429, 341, 528, 386]
article-text: بین الاقوامی صورت حال کے پیش نظر ... حکومت پاکستان کے وزیر خارجہ نے ... جنوبی ایشیا میں امن کے لیے ... bbox=[429, 1246, 635, 1264]
notice-text: بعدالت 7th سول جج کراچی ایسٹ مقدمہ نمبر 2350 ... Sania 2025 ... 1125/1530 ... KMC ... بتاریخ 11-03-2025 جاری ہوا۔ bbox=[111, 822, 210, 858]
notice-text: بعدالت 3rd سول جج کراچی ایسٹ مقدمہ نمبر 151 ... U/S 15,16(I) SRPO 1979 ... 24-03-2025 ... 11-03-2025 کو جاری ہوا۔ bbox=[323, 822, 422, 858]
section-tag: 15 گاڑیاں bbox=[642, 486, 748, 502]
article-text: بین الاقوامی صورت حال کے پیش نظر ... حکومت پاکستان کے وزیر خارجہ نے ... جنوبی ایشیا میں امن کے لیے ... bbox=[429, 1408, 635, 1426]
notice-text: بعدالت 25th سول جج کراچی ایسٹ مقدمہ نمبر 2022 سال 2025 بنام ... یہ عدالت ملزم PECHS بلاک 2 کراچی کو اطلاع دیتی ہے کہ آپ 2025-03-30 کو بوقت 8:30 صبح حاضر ہوں بصورت دیگر یکطرفہ کارروائی کی جائے گی۔ bbox=[3, 193, 104, 258]
gavel-icon bbox=[327, 36, 341, 44]
notice-column-3 bbox=[214, 30, 319, 1466]
notice-text: بعدالت 25th سول جج کراچی ایسٹ مقدمہ نمبر 2022 سال 2025 بنام ... یہ عدالت ملزم PECHS بلاک 2 کراچی کو اطلاع دیتی ہے کہ آپ 2025-03-30 کو بوقت 8:30 صبح حاضر ہوں بصورت دیگر یکطرفہ کارروائی کی جائے گی۔ bbox=[3, 651, 104, 715]
article-text: کراچی میں 80 سالہ بزرگ کی سوانح کے بارے میں ... حکومت نے 11 مارچ کو ... 2017 میں ... bbox=[755, 295, 953, 313]
lower-middle-block bbox=[426, 1222, 638, 1769]
article-text: بین الاقوامی صورت حال کے پیش نظر ... حکومت پاکستان کے وزیر خارجہ نے ... جنوبی ایشیا میں امن کے لیے ... bbox=[124, 1528, 420, 1537]
notice-column-1 bbox=[0, 30, 106, 1466]
